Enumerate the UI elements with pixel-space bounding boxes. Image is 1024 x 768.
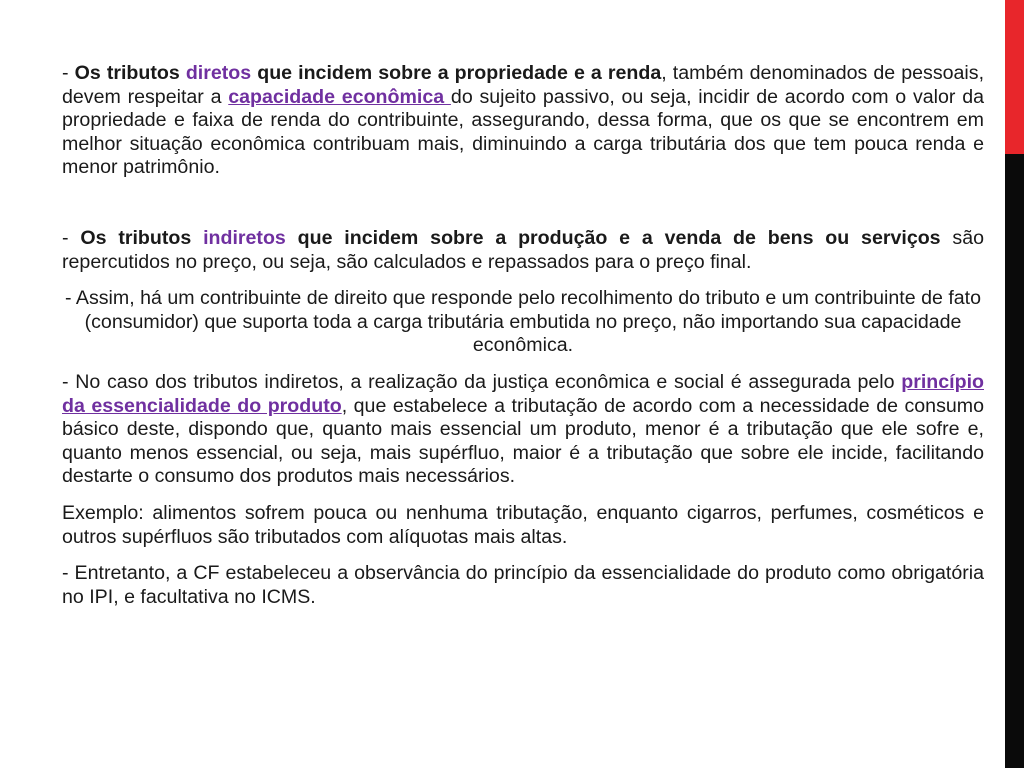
bold-phrase: que incidem sobre a propriedade e a renda	[251, 62, 662, 84]
body-text: , também denominados de pessoais, devem respeitar a	[62, 62, 985, 108]
bold-phrase: que incidem sobre a produção e a venda de bens ou serviços	[285, 226, 941, 249]
body-text: , que estabelece a tributação de acordo com a necessidade de consumo básico deste, dispondo que, quanto mais essencial um produto, menor é a tributação que ele sofre e, quanto menos essencial, ou seja, mais supérfluo, maior é a tributação que sobre ele incide, facilitando destarte o consumo dos produtos mais necessários.	[62, 394, 984, 488]
bullet-dash: -	[62, 62, 75, 84]
bold-phrase: Os tributos	[80, 226, 204, 249]
paragraph-exemplo: Exemplo: alimentos sofrem pouca ou nenhuma tributação, enquanto cigarros, perfumes, cosméticos e outros supérfluos são tributados com alíquotas mais altas.	[62, 501, 984, 548]
link-principio-essencialidade[interactable]: princípio da essencialidade do produto	[62, 370, 984, 417]
link-capacidade-economica[interactable]: capacidade econômica	[228, 85, 451, 108]
paragraph-direct-taxes	[62, 62, 984, 180]
bullet-dash: -	[62, 226, 81, 249]
edge-bar-red	[1005, 0, 1024, 154]
paragraph-cf: - Entretanto, a CF estabeleceu a observância do princípio da essencialidade do produto como obrigatória no IPI, e facultativa no ICMS.	[62, 562, 984, 608]
paragraph-indirect-taxes	[62, 227, 984, 274]
paragraph-essencialidade	[62, 371, 984, 489]
term-indiretos: indiretos	[203, 226, 286, 249]
term-diretos: diretos	[185, 62, 252, 84]
body-text: - No caso dos tributos indiretos, a realização da justiça econômica e social é assegurada pelo	[62, 370, 902, 393]
slide-body	[62, 62, 984, 609]
bold-phrase: Os tributos	[74, 62, 186, 84]
body-text: são repercutidos no preço, ou seja, são calculados e repassados para o preço final.	[62, 226, 985, 273]
paragraph-contribuinte: - Assim, há um contribuinte de direito que responde pelo recolhimento do tributo e um contribuinte de fato (consumidor) que suporta toda a carga tributária embutida no preço, não importando sua capacidade econômica.	[65, 287, 981, 357]
edge-bar-black	[1005, 154, 1024, 768]
body-text: do sujeito passivo, ou seja, incidir de acordo com o valor da propriedade e faixa de renda do contribuinte, assegurando, dessa forma, que os que se encontrem em melhor situação econômica contribuam mais, diminuindo a carga tributária dos que tem pouca renda e menor patrimônio.	[62, 85, 984, 179]
